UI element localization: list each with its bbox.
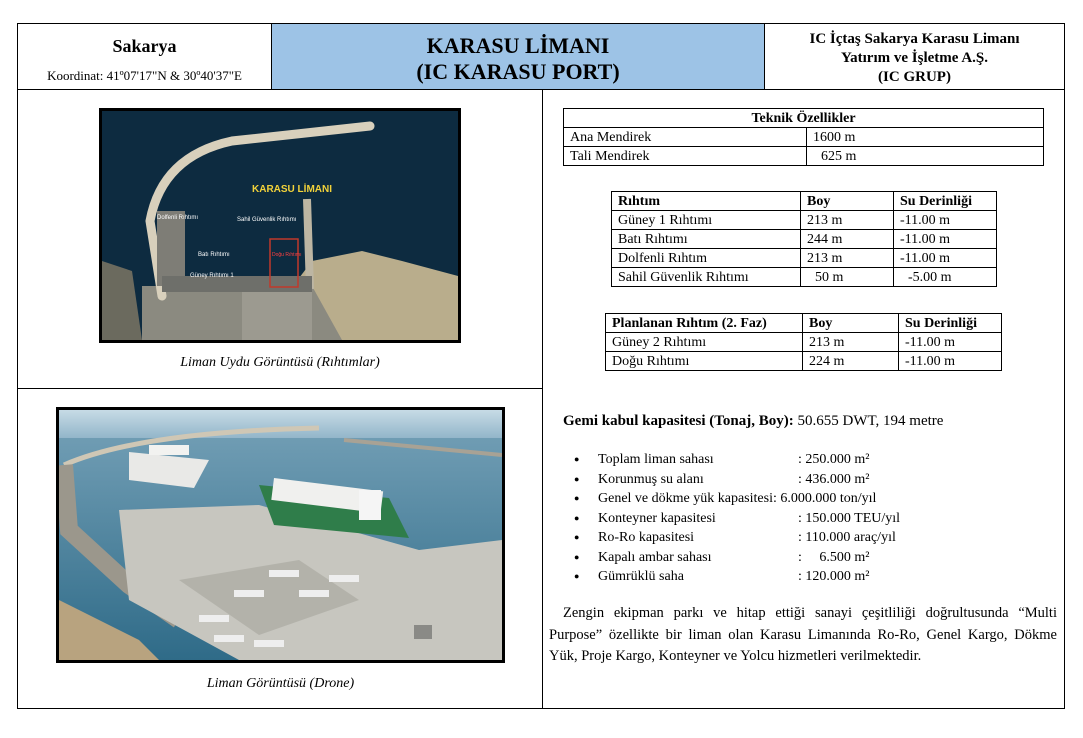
planned-berths-table — [605, 313, 1002, 371]
ship-capacity-value: 50.655 DWT, 194 metre — [797, 413, 944, 429]
technical-table — [563, 108, 1044, 166]
fact-value: : 6.000.000 ton/yıl — [772, 491, 877, 506]
list-item — [574, 470, 900, 490]
sat-label-4: Güney Rıhtımı 1 — [190, 273, 234, 279]
list-item — [574, 548, 900, 568]
table-row — [606, 333, 1002, 352]
fact-value: : 6.500 m² — [798, 549, 870, 565]
fact-value: : 120.000 m² — [798, 569, 870, 584]
title-line-2: (IC KARASU PORT) — [416, 59, 620, 84]
berth-name: Dolfenli Rıhtım — [612, 249, 801, 268]
planned-name: Güney 2 Rıhtımı — [606, 333, 803, 352]
table-header-row — [612, 192, 997, 211]
planned-header: Su Derinliği — [899, 314, 1002, 333]
sat-label-1: Dolfenli Rıhtımı — [157, 215, 199, 221]
sat-label-3: Batı Rıhtımı — [198, 252, 230, 258]
planned-length: 213 m — [803, 333, 899, 352]
fact-value: : 150.000 TEU/yıl — [798, 510, 901, 526]
company-line-2: Yatırım ve İşletme A.Ş. — [840, 50, 989, 66]
planned-length: 224 m — [803, 352, 899, 371]
page-title — [272, 33, 764, 85]
tech-value: 625 m — [807, 147, 1044, 166]
header-location-cell — [17, 23, 272, 90]
berth-header: Su Derinliği — [894, 192, 997, 211]
drone-caption: Liman Görüntüsü (Drone) — [206, 676, 355, 691]
berth-header: Rıhtım — [612, 192, 801, 211]
berths-table — [611, 191, 997, 287]
berth-name: Batı Rıhtımı — [612, 230, 801, 249]
list-item — [574, 567, 900, 587]
fact-value: : 250.000 m² — [798, 452, 870, 467]
berth-depth: -11.00 m — [894, 230, 997, 249]
fact-value: : 110.000 araç/yıl — [798, 530, 896, 545]
table-row — [612, 230, 997, 249]
berth-length: 213 m — [801, 211, 894, 230]
table-row — [564, 147, 1044, 166]
fact-label: Konteyner kapasitesi — [598, 510, 716, 526]
column-divider — [542, 89, 543, 709]
list-item — [574, 528, 900, 548]
company-line-3: (IC GRUP) — [878, 69, 951, 85]
berth-header: Boy — [801, 192, 894, 211]
table-row — [612, 211, 997, 230]
list-item — [574, 450, 900, 470]
satellite-caption: Liman Uydu Görüntüsü (Rıhtımlar) — [180, 355, 380, 370]
fact-label: Ro-Ro kapasitesi — [598, 530, 695, 545]
berth-name: Sahil Güvenlik Rıhtımı — [612, 268, 801, 287]
berth-depth: -11.00 m — [894, 211, 997, 230]
fact-label: Korunmuş su alanı — [598, 471, 704, 487]
list-item — [574, 489, 900, 509]
coordinates: Koordinat: 41º07'17"N & 30º40'37"E — [47, 68, 242, 83]
header-title-cell — [271, 23, 765, 90]
drone-image — [56, 407, 505, 663]
fact-value: : 436.000 m² — [798, 471, 870, 487]
row-divider — [17, 388, 543, 389]
title-line-1: KARASU LİMANI — [426, 33, 610, 58]
planned-header: Boy — [803, 314, 899, 333]
facts-list — [574, 450, 900, 587]
berth-length: 213 m — [801, 249, 894, 268]
fact-label: Gümrüklü saha — [598, 569, 684, 584]
tech-value: 1600 m — [807, 128, 1044, 147]
list-item — [574, 509, 900, 529]
berth-length: 244 m — [801, 230, 894, 249]
divider — [17, 89, 1065, 90]
tech-name: Ana Mendirek — [564, 128, 807, 147]
table-row — [564, 128, 1044, 147]
berth-length: 50 m — [801, 268, 894, 287]
technical-title: Teknik Özellikler — [564, 109, 1044, 128]
sat-port-label: KARASU LİMANI — [252, 184, 332, 195]
tech-name: Tali Mendirek — [564, 147, 807, 166]
table-header-row — [606, 314, 1002, 333]
satellite-image — [99, 108, 461, 343]
table-row — [606, 352, 1002, 371]
company-name — [765, 30, 1064, 87]
fact-label: Genel ve dökme yük kapasitesi — [598, 491, 773, 506]
table-row — [612, 249, 997, 268]
berth-depth: -11.00 m — [894, 249, 997, 268]
planned-depth: -11.00 m — [899, 333, 1002, 352]
sat-label-2: Sahil Güvenlik Rıhtımı — [237, 217, 297, 223]
berth-name: Güney 1 Rıhtımı — [612, 211, 801, 230]
table-row — [612, 268, 997, 287]
header-company-cell — [764, 23, 1065, 90]
company-line-1: IC İçtaş Sakarya Karasu Limanı — [809, 31, 1020, 47]
city-name: Sakarya — [112, 36, 177, 56]
planned-depth: -11.00 m — [899, 352, 1002, 371]
ship-capacity — [563, 413, 943, 430]
fact-label: Toplam liman sahası — [598, 452, 714, 467]
berth-depth: -5.00 m — [894, 268, 997, 287]
ship-capacity-label: Gemi kabul kapasitesi (Tonaj, Boy): — [563, 413, 794, 429]
description-paragraph: Zengin ekipman parkı ve hitap ettiği sanayi çeşitliliği doğrultusunda “Multi Purpose” özellikte bir liman olan Karasu Limanında Ro-Ro, Genel Kargo, Dökme Yük, Proje Kargo, Konteyner ve Yolcu hizmetleri verilmektedir. — [549, 605, 1057, 664]
planned-header: Planlanan Rıhtım (2. Faz) — [606, 314, 803, 333]
sat-label-5: Doğu Rıhtımı — [272, 252, 302, 258]
fact-label: Kapalı ambar sahası — [598, 549, 712, 565]
planned-name: Doğu Rıhtımı — [606, 352, 803, 371]
